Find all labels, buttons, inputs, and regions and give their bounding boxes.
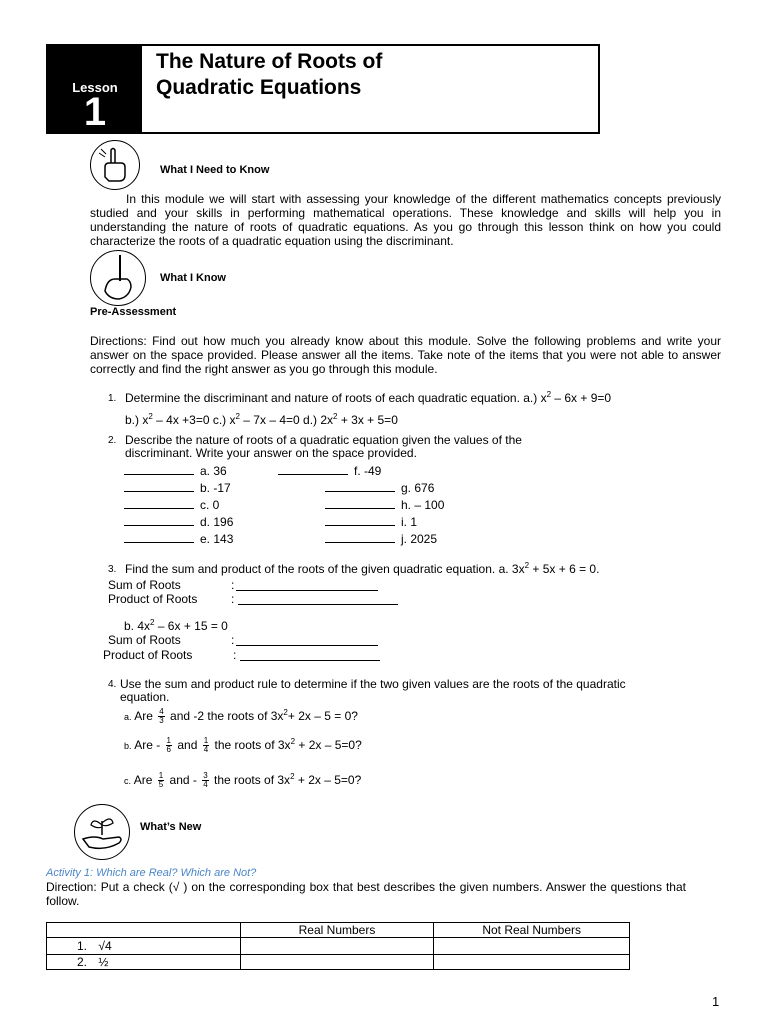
table-item-cell bbox=[47, 955, 241, 970]
q2-item-h bbox=[325, 497, 444, 512]
q1-text-c: – 4x +3=0 c.) x bbox=[152, 413, 236, 427]
q3b-product-answer-line[interactable] bbox=[240, 649, 380, 661]
q3a-sum-answer-line[interactable] bbox=[236, 579, 378, 591]
intro-paragraph bbox=[90, 192, 721, 248]
q3-number: 3. bbox=[108, 564, 117, 575]
q1-text-a-post: – 6x + 9=0 bbox=[551, 391, 612, 405]
frac-num: 1 bbox=[158, 771, 164, 781]
q4c-post: the roots of 3x bbox=[214, 773, 291, 787]
q2-item-g bbox=[325, 480, 434, 495]
row-number: 1. bbox=[77, 939, 88, 953]
q4c-label: c. bbox=[124, 776, 132, 786]
q2-item-f bbox=[278, 463, 381, 478]
q2-number: 2. bbox=[108, 435, 117, 446]
intro-text: In this module we will start with assessing your knowledge of the different mathematics concepts previously studied and your skills in performing mathematical operations. These knowledge and skills will help you in understanding the nature of roots of quadratic equations. As you go through this lesson think on how you could characterize the roots of a quadratic equation using the discriminant. bbox=[90, 192, 721, 248]
q3b-sum-colon: : bbox=[231, 633, 235, 647]
q2-c-text: c. 0 bbox=[200, 498, 220, 512]
row-value: ½ bbox=[98, 955, 109, 969]
q3a-product-answer-line[interactable] bbox=[238, 593, 398, 605]
q4a-label: a. bbox=[124, 712, 132, 722]
q2-g-text: g. 676 bbox=[401, 481, 435, 495]
real-numbers-table bbox=[46, 922, 630, 970]
table-header-row bbox=[47, 923, 630, 938]
q4-line1: Use the sum and product rule to determine if the two given values are the roots of the quadratic bbox=[120, 677, 626, 691]
q4a-post: + 2x – 5 = 0? bbox=[287, 709, 358, 723]
hand-plant-icon bbox=[74, 804, 130, 860]
table-item-cell bbox=[47, 938, 241, 955]
q2-f-text: f. -49 bbox=[354, 464, 382, 478]
table-header-not-real: Not Real Numbers bbox=[434, 923, 630, 938]
q1-line1 bbox=[125, 391, 611, 405]
lesson-label: Lesson bbox=[72, 80, 118, 95]
q2-i-text: i. 1 bbox=[401, 515, 418, 529]
table-header-cell bbox=[47, 923, 241, 938]
fraction bbox=[158, 708, 164, 725]
q3b-product-colon: : bbox=[233, 648, 237, 662]
q4a-mid: and -2 the roots of 3x bbox=[170, 709, 284, 723]
q3a-sum-label: Sum of Roots bbox=[108, 578, 181, 592]
section-heading-new: What’s New bbox=[140, 821, 202, 833]
q1-number: 1. bbox=[108, 393, 117, 404]
q3b-sum-label: Sum of Roots bbox=[108, 633, 181, 647]
sup: 2 bbox=[524, 561, 530, 570]
q3-text-post: + 5x + 6 = 0. bbox=[529, 562, 600, 576]
q1-text-b: b.) x bbox=[125, 413, 149, 427]
q4c-post2: + 2x – 5=0? bbox=[294, 773, 362, 787]
q2-item-e bbox=[124, 531, 233, 546]
activity-direction: Direction: Put a check (√ ) on the corresponding box that best describes the given numbers. Answer the questions that follow. bbox=[46, 880, 686, 908]
sup: 2 bbox=[290, 737, 296, 746]
table-row bbox=[47, 955, 630, 970]
q1-line2 bbox=[125, 413, 398, 427]
sup: 2 bbox=[148, 412, 153, 421]
q4b-post: the roots of 3x bbox=[214, 738, 291, 752]
fraction bbox=[166, 737, 172, 754]
page-title-line1: The Nature of Roots of bbox=[156, 50, 383, 73]
q3b-text-post: – 6x + 15 = 0 bbox=[154, 619, 228, 633]
q2-item-d bbox=[124, 514, 233, 529]
q3b-text: b. 4x bbox=[124, 619, 151, 633]
hand-pencil-icon bbox=[90, 250, 146, 306]
lesson-number: 1 bbox=[83, 90, 107, 134]
q4-number: 4. bbox=[108, 679, 117, 690]
q2-line1: Describe the nature of roots of a quadratic equation given the values of the bbox=[125, 433, 522, 447]
pointing-hand-icon bbox=[90, 140, 140, 190]
q4c-and: and - bbox=[169, 773, 197, 787]
frac-den: 3 bbox=[159, 716, 164, 726]
q4b-are: Are - bbox=[134, 738, 161, 752]
q3b-sum-answer-line[interactable] bbox=[236, 634, 378, 646]
sup: 2 bbox=[546, 390, 552, 399]
q2-d-text: d. 196 bbox=[200, 515, 234, 529]
q2-b-text: b. -17 bbox=[200, 481, 231, 495]
q4b-label: b. bbox=[124, 741, 132, 751]
q2-a-text: a. 36 bbox=[200, 464, 227, 478]
frac-den: 6 bbox=[166, 745, 171, 755]
row-value: √4 bbox=[98, 939, 112, 953]
sup: 2 bbox=[283, 708, 288, 717]
q4-item-a bbox=[124, 706, 358, 727]
table-header-real: Real Numbers bbox=[240, 923, 434, 938]
q2-e-text: e. 143 bbox=[200, 532, 234, 546]
fraction bbox=[158, 772, 164, 789]
q1-text-e: + 3x + 5=0 bbox=[337, 413, 398, 427]
q4c-are: Are bbox=[133, 773, 153, 787]
q2-item-i bbox=[325, 514, 417, 529]
q3b-equation bbox=[124, 619, 228, 633]
sup: 2 bbox=[333, 412, 338, 421]
q2-item-b bbox=[124, 480, 231, 495]
q2-item-j bbox=[325, 531, 437, 546]
real-check-cell[interactable] bbox=[240, 955, 434, 970]
q3-text: Find the sum and product of the roots of the given quadratic equation. a. 3x bbox=[125, 562, 525, 576]
not-real-check-cell[interactable] bbox=[434, 938, 630, 955]
fraction bbox=[202, 772, 208, 789]
table-row bbox=[47, 938, 630, 955]
row-number: 2. bbox=[77, 955, 88, 969]
directions-paragraph: Directions: Find out how much you already know about this module. Solve the following problems and write your answer on the space provided. Please answer all the items. Take note of the items that you were not able to answer correctly and find the right answer as you go through this module. bbox=[90, 334, 721, 376]
section-heading-need: What I Need to Know bbox=[160, 164, 270, 176]
q1-text-d: – 7x – 4=0 d.) 2x bbox=[239, 413, 334, 427]
activity-title: Activity 1: Which are Real? Which are Not? bbox=[46, 867, 257, 879]
frac-den: 5 bbox=[158, 780, 164, 790]
q3a-product-colon: : bbox=[231, 592, 235, 606]
q3b-product-label: Product of Roots bbox=[103, 648, 193, 662]
sup: 2 bbox=[235, 412, 240, 421]
q4-item-c bbox=[124, 770, 361, 791]
frac-num: 4 bbox=[159, 707, 164, 717]
fraction bbox=[203, 737, 209, 754]
frac-den: 4 bbox=[203, 780, 208, 790]
sup: 2 bbox=[290, 772, 295, 781]
page-title-line2: Quadratic Equations bbox=[156, 76, 362, 99]
q4b-and: and bbox=[177, 738, 198, 752]
q2-line2: discriminant. Write your answer on the space provided. bbox=[125, 446, 417, 460]
sup: 2 bbox=[150, 618, 155, 627]
lesson-badge bbox=[48, 46, 142, 132]
q3a-sum-colon: : bbox=[231, 578, 235, 592]
real-check-cell[interactable] bbox=[240, 938, 434, 955]
page-number: 1 bbox=[712, 994, 720, 1009]
q3-line1 bbox=[125, 562, 599, 576]
q2-j-text: j. 2025 bbox=[401, 532, 438, 546]
frac-den: 4 bbox=[203, 745, 209, 755]
q2-h-text: h. – 100 bbox=[401, 498, 445, 512]
section-heading-know: What I Know bbox=[160, 272, 226, 284]
frac-num: 1 bbox=[203, 736, 209, 746]
frac-num: 1 bbox=[166, 736, 171, 746]
q2-item-c bbox=[124, 497, 219, 512]
not-real-check-cell[interactable] bbox=[434, 955, 630, 970]
q4b-post2: + 2x – 5=0? bbox=[295, 738, 362, 752]
q4-item-b bbox=[124, 735, 362, 756]
lesson-header bbox=[46, 44, 600, 134]
q4a-are: Are bbox=[134, 709, 153, 723]
frac-num: 3 bbox=[203, 771, 208, 781]
q4-line2: equation. bbox=[120, 690, 170, 704]
q3a-product-label: Product of Roots bbox=[108, 592, 198, 606]
q2-item-a bbox=[124, 463, 227, 478]
q1-text-a: Determine the discriminant and nature of roots of each quadratic equation. a.) x bbox=[125, 391, 547, 405]
pre-assessment-heading: Pre-Assessment bbox=[90, 306, 177, 318]
